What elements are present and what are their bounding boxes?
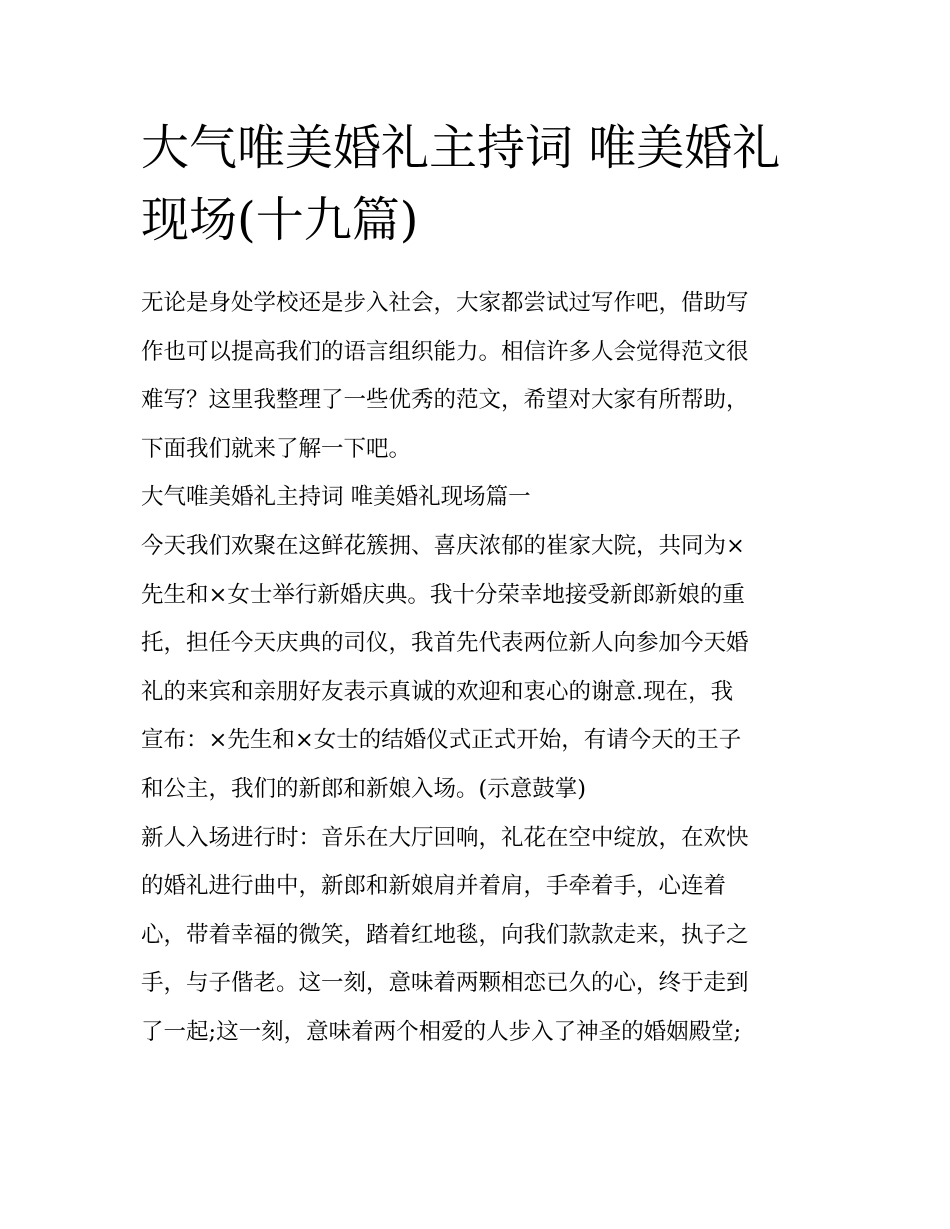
section-heading (141, 473, 813, 522)
text-line: 心，带着幸福的微笑，踏着红地毯，向我们款款走来，执子之 (141, 921, 749, 948)
intro-paragraph (141, 279, 813, 473)
text-line: 新人入场进行时：音乐在大厅回响，礼花在空中绽放，在欢快 (141, 824, 749, 851)
text-line: 难写？这里我整理了一些优秀的范文，希望对大家有所帮助， (141, 387, 749, 414)
text-line: 今天我们欢聚在这鲜花簇拥、喜庆浓郁的崔家大院，共同为× (141, 532, 745, 559)
text-line: 无论是身处学校还是步入社会，大家都尝试过写作吧，借助写 (141, 290, 749, 316)
document-body (141, 279, 813, 1057)
text-line: 宣布：×先生和×女士的结婚仪式正式开始，有请今天的王子 (141, 727, 742, 754)
text-line: 托，担任今天庆典的司仪，我首先代表两位新人向参加今天婚 (141, 630, 749, 657)
text-line: 作也可以提高我们的语言组织能力。相信许多人会觉得范文很 (141, 338, 749, 365)
document-page (141, 112, 813, 1057)
text-line: 和公主，我们的新郎和新娘入场。(示意鼓掌) (141, 775, 587, 802)
body-paragraph (141, 522, 813, 814)
text-line: 手，与子偕老。这一刻，意味着两颗相恋已久的心，终于走到 (141, 970, 749, 997)
text-line: 先生和×女士举行新婚庆典。我十分荣幸地接受新郎新娘的重 (141, 581, 745, 608)
body-paragraph (141, 814, 813, 1057)
text-line: 下面我们就来了解一下吧。 (141, 435, 412, 462)
title-line: 大气唯美婚礼主持词 唯美婚礼 (141, 120, 781, 176)
text-line: 礼的来宾和亲朋好友表示真诚的欢迎和衷心的谢意.现在，我 (141, 678, 734, 705)
document-title (141, 112, 813, 256)
title-line: 现场(十九篇) (141, 192, 419, 248)
text-line: 大气唯美婚礼主持词 唯美婚礼现场篇一 (141, 484, 531, 511)
text-line: 了一起;这一刻，意味着两个相爱的人步入了神圣的婚姻殿堂; (141, 1018, 742, 1045)
text-line: 的婚礼进行曲中，新郎和新娘肩并着肩，手牵着手，心连着 (141, 873, 727, 900)
